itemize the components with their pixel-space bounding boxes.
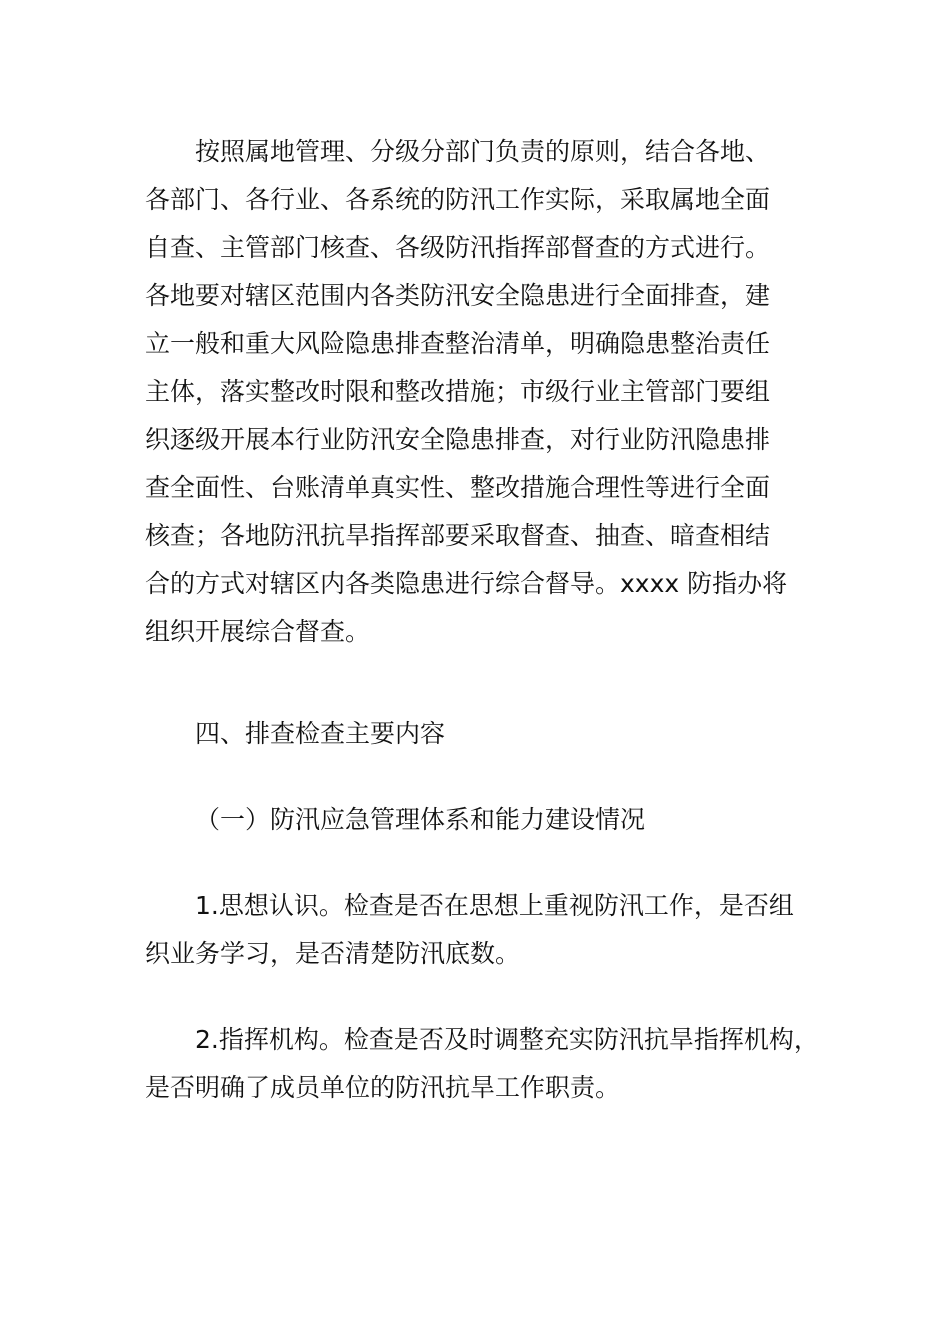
- item-2: [145, 1016, 835, 1112]
- item-line: 1.思想认识。检查是否在思想上重视防汛工作，是否组: [195, 891, 794, 920]
- paragraph-line: 立一般和重大风险隐患排查整治清单，明确隐患整治责任: [145, 329, 771, 358]
- paragraph-line: 按照属地管理、分级分部门负责的原则，结合各地、: [195, 137, 771, 166]
- item-line: 织业务学习，是否清楚防汛底数。: [145, 939, 521, 968]
- paragraph-line: 自查、主管部门核查、各级防汛指挥部督查的方式进行。: [145, 233, 771, 262]
- paragraph-line: 主体，落实整改时限和整改措施；市级行业主管部门要组: [145, 377, 771, 406]
- paragraph-1: [145, 128, 835, 656]
- section-heading-text: 四、排查检查主要内容: [195, 719, 446, 748]
- paragraph-line: 各部门、各行业、各系统的防汛工作实际，采取属地全面: [145, 185, 771, 214]
- section-heading: [145, 710, 835, 758]
- paragraph-line: 组织开展综合督查。: [145, 617, 371, 646]
- paragraph-line: 各地要对辖区范围内各类防汛安全隐患进行全面排查，建: [145, 281, 771, 310]
- paragraph-line: 合的方式对辖区内各类隐患进行综合督导。xxxx 防指办将: [145, 569, 788, 598]
- subsection-heading-text: （一）防汛应急管理体系和能力建设情况: [195, 805, 646, 834]
- item-line: 2.指挥机构。检查是否及时调整充实防汛抗旱指挥机构，: [195, 1025, 819, 1054]
- item-line: 是否明确了成员单位的防汛抗旱工作职责。: [145, 1073, 621, 1102]
- paragraph-line: 织逐级开展本行业防汛安全隐患排查，对行业防汛隐患排: [145, 425, 771, 454]
- paragraph-line: 核查；各地防汛抗旱指挥部要采取督查、抽查、暗查相结: [145, 521, 771, 550]
- item-1: [145, 882, 835, 978]
- subsection-heading: [145, 796, 835, 844]
- paragraph-line: 查全面性、台账清单真实性、整改措施合理性等进行全面: [145, 473, 771, 502]
